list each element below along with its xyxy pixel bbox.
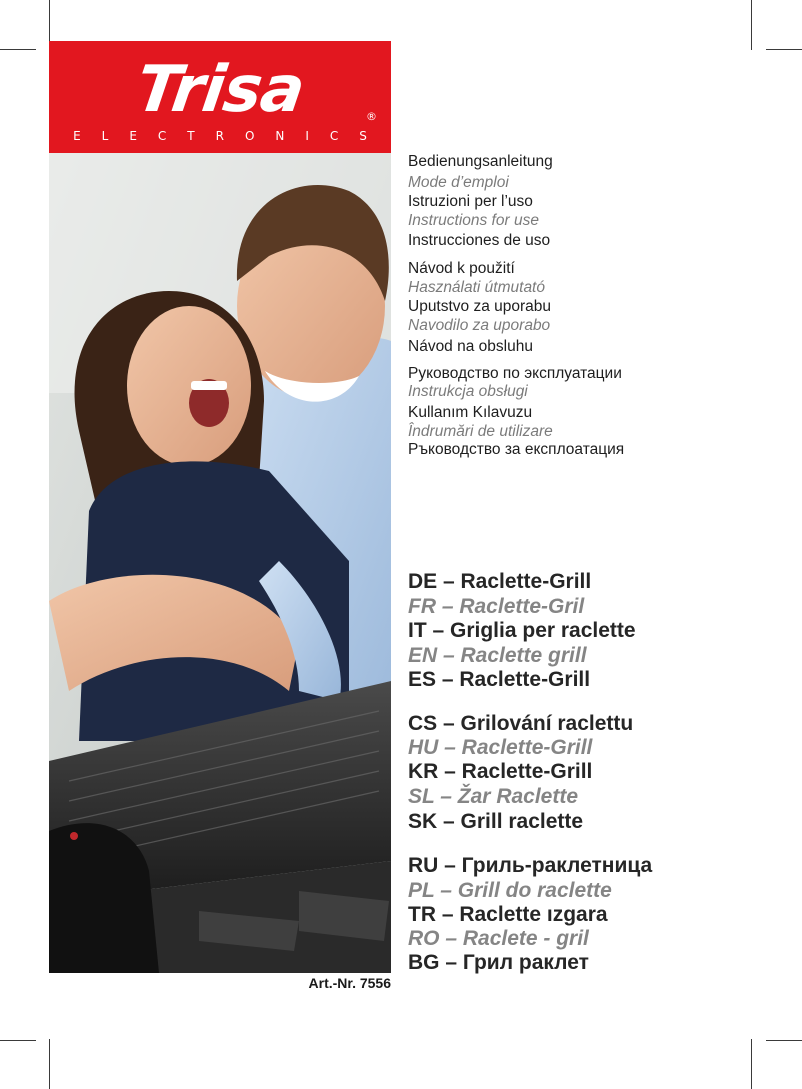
- product-name: EN – Raclette grill: [408, 644, 587, 667]
- manual-title: Uputstvo za uporabu: [408, 298, 552, 315]
- manual-title: Instrukcja obsługi: [408, 383, 528, 400]
- product-name: ES – Raclette-Grill: [408, 668, 591, 691]
- product-name: CS – Grilování raclettu: [408, 712, 634, 735]
- manual-title: Instructions for use: [408, 212, 539, 229]
- product-name: PL – Grill do raclette: [408, 879, 612, 902]
- manual-title: Navodilo za uporabo: [408, 317, 551, 334]
- manual-title: Mode d’emploi: [408, 174, 509, 191]
- manual-title: Bedienungsanleitung: [408, 153, 553, 170]
- product-name: FR – Raclette-Gril: [408, 595, 585, 618]
- manual-title: Návod k použití: [408, 260, 515, 277]
- crop-mark: [49, 1039, 50, 1089]
- manual-title: Руководство по эксплуатации: [408, 365, 622, 382]
- manual-title: Návod na obsluhu: [408, 338, 533, 355]
- product-name: TR – Raclette ızgara: [408, 903, 608, 926]
- manual-title: Kullanım Kılavuzu: [408, 404, 533, 421]
- manual-title: Használati útmutató: [408, 279, 545, 296]
- crop-mark: [0, 49, 36, 50]
- product-name: RO – Raclete - gril: [408, 927, 589, 950]
- crop-mark: [751, 0, 752, 50]
- brand-band: [49, 41, 391, 153]
- crop-mark: [766, 49, 802, 50]
- product-name: KR – Raclette-Grill: [408, 760, 593, 783]
- manual-title: Îndrumări de utilizare: [408, 423, 553, 440]
- product-name: SK – Grill raclette: [408, 810, 584, 833]
- product-name: SL – Žar Raclette: [408, 785, 579, 808]
- article-number: Art.-Nr. 7556: [308, 975, 391, 991]
- manual-title: Istruzioni per l’uso: [408, 193, 533, 210]
- registered-mark-icon: ®: [366, 110, 377, 123]
- brand-logo: Trisa: [131, 53, 309, 127]
- cover-photo: [49, 41, 391, 973]
- product-name: DE – Raclette-Grill: [408, 570, 592, 593]
- crop-mark: [751, 1039, 752, 1089]
- manual-title: Instrucciones de uso: [408, 232, 551, 249]
- product-name: RU – Гриль-раклетница: [408, 854, 653, 877]
- crop-mark: [0, 1040, 36, 1041]
- product-name: BG – Грил раклет: [408, 951, 589, 974]
- crop-mark: [766, 1040, 802, 1041]
- cover-photo-illustration: [49, 41, 391, 973]
- manual-title: Ръководство за експлоатация: [408, 441, 625, 458]
- product-name: HU – Raclette-Grill: [408, 736, 593, 759]
- product-name: IT – Griglia per raclette: [408, 619, 636, 642]
- brand-subtitle: ELECTRONICS: [73, 129, 388, 143]
